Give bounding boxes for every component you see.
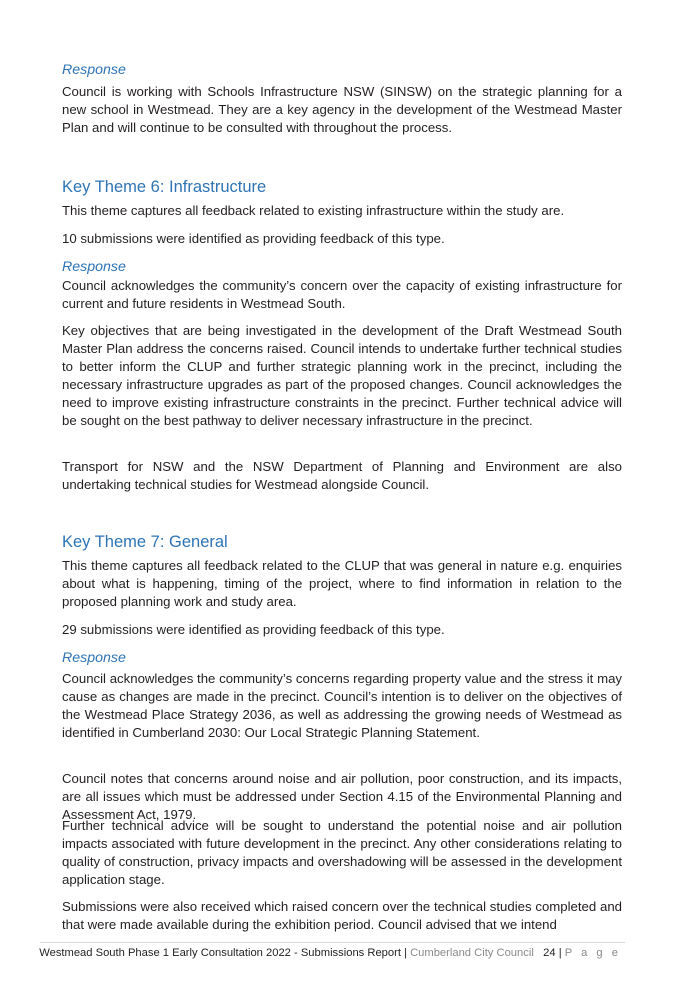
footer-organisation: Cumberland City Council (410, 947, 534, 959)
theme-7-paragraph-4: Submissions were also received which raised concern over the technical studies completed and that were made available during the exhibition period. Council advised that we intend (62, 899, 622, 932)
footer-separator: | (404, 947, 407, 959)
theme-6-response-label: Response (62, 259, 126, 275)
footer-page-word: P a g e (564, 947, 621, 959)
theme-6-count: 10 submissions were identified as providing feedback of this type. (62, 231, 445, 246)
theme-6-paragraph-2: Key objectives that are being investigated in the development of the Draft Westmead South Master Plan address the concerns raised. Council intends to undertake further technical studies to better inform the CLUP and further strategic planning work in the precinct, including the necessary infrastructure upgrades as part of the proposed changes. Council acknowledges the need to improve existing infrastructure constraints in the precinct. Further technical advice will be sought on the best pathway to deliver necessary infrastructure in the precinct. (62, 323, 622, 428)
theme-7-count: 29 submissions were identified as providing feedback of this type. (62, 622, 445, 637)
response-label: Response (62, 62, 126, 78)
footer-report-title: Westmead South Phase 1 Early Consultation 2022 - Submissions Report (39, 947, 401, 959)
page-footer (39, 945, 621, 961)
response-paragraph: Council is working with Schools Infrastructure NSW (SINSW) on the strategic planning for a new school in Westmead. They are a key agency in the development of the Westmead Master Plan and will continue to be consulted with throughout the process. (62, 84, 622, 135)
theme-7-paragraph-1: Council acknowledges the community’s concerns regarding property value and the stress it may cause as changes are made in the precinct. Council’s intention is to deliver on the objectives of the Westmead Place Strategy 2036, as well as addressing the growing needs of Westmead as identified in Cumberland 2030: Our Local Strategic Planning Statement. (62, 671, 622, 740)
footer-page-separator: | (558, 947, 562, 959)
footer-page-number: 24 (543, 947, 556, 959)
theme-6-paragraph-1: Council acknowledges the community’s concern over the capacity of existing infrastructure for current and future residents in Westmead South. (62, 278, 622, 311)
theme-6-paragraph-3: Transport for NSW and the NSW Department of Planning and Environment are also undertaking technical studies for Westmead alongside Council. (62, 459, 622, 492)
footer-divider (40, 942, 625, 943)
theme-7-paragraph-2: Council notes that concerns around noise and air pollution, poor construction, and its impacts, are all issues which must be addressed under Section 4.15 of the Environmental Planning and Assessment Act, 1979. (62, 771, 622, 822)
theme-6-heading: Key Theme 6: Infrastructure (62, 178, 267, 196)
theme-6-intro: This theme captures all feedback related to existing infrastructure within the study are. (62, 203, 565, 218)
theme-7-heading: Key Theme 7: General (62, 533, 228, 551)
theme-7-response-label: Response (62, 650, 126, 666)
theme-7-paragraph-3: Further technical advice will be sought to understand the potential noise and air pollution impacts associated with future development in the precinct. Any other considerations relating to quality of construction, privacy impacts and overshadowing will be assessed in the development application stage. (62, 818, 622, 887)
theme-7-intro: This theme captures all feedback related to the CLUP that was general in nature e.g. enquiries about what is happening, timing of the project, where to find information in relation to the proposed planning work and study area. (62, 558, 622, 609)
